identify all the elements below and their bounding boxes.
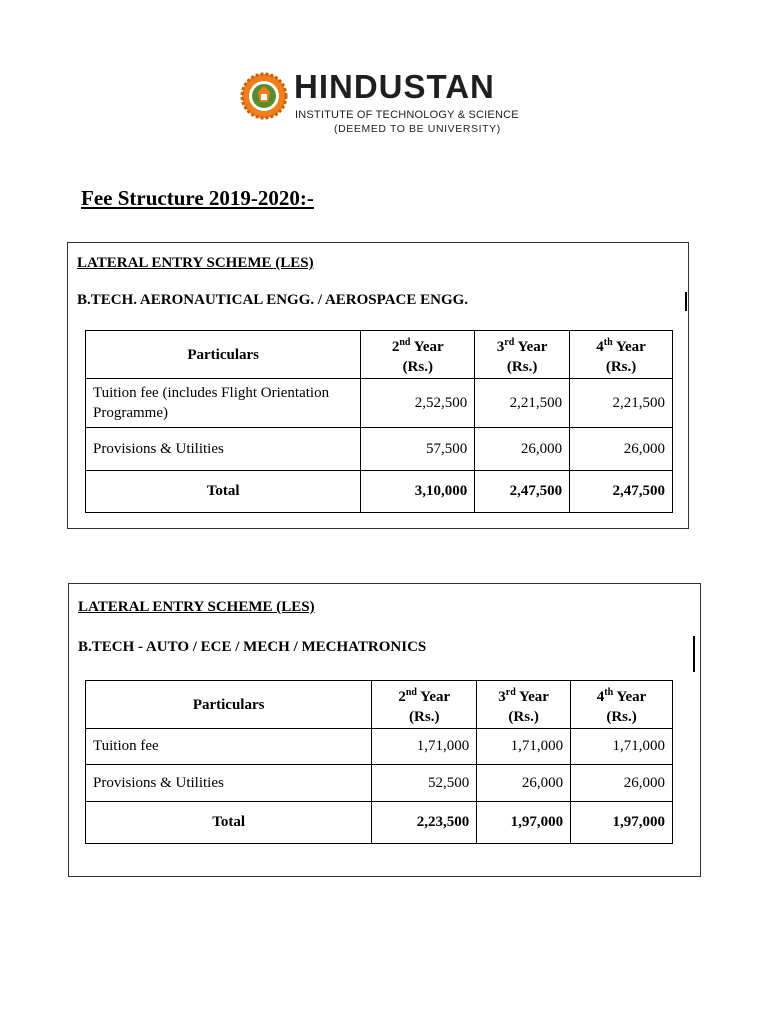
- total-value: 1,97,000: [571, 802, 673, 844]
- logo-subtitle-deemed: (DEEMED TO BE UNIVERSITY): [334, 123, 501, 135]
- scheme-heading: LATERAL ENTRY SCHEME (LES): [78, 599, 315, 615]
- logo-name: HINDUSTAN: [294, 68, 495, 105]
- total-value: 2,47,500: [570, 471, 673, 513]
- fee-section-auto: [68, 583, 701, 877]
- cell-value: 26,000: [570, 428, 673, 471]
- total-row: [86, 802, 673, 844]
- total-value: 1,97,000: [477, 802, 571, 844]
- header-year-2: 2nd Year (Rs.): [372, 681, 477, 729]
- cell-value: 52,500: [372, 765, 477, 802]
- total-label: Total: [86, 471, 361, 513]
- cell-value: 26,000: [475, 428, 570, 471]
- header-particulars: Particulars: [86, 681, 372, 729]
- course-heading: B.TECH - AUTO / ECE / MECH / MECHATRONICS: [78, 639, 427, 655]
- row-label: Provisions & Utilities: [86, 428, 361, 471]
- course-heading: B.TECH. AERONAUTICAL ENGG. / AEROSPACE ENGG.: [77, 292, 469, 308]
- header-year-3: 3rd Year (Rs.): [475, 331, 570, 379]
- cell-value: 1,71,000: [372, 729, 477, 765]
- header-year-4: 4th Year (Rs.): [570, 331, 673, 379]
- row-label: Tuition fee (includes Flight Orientation Programme): [86, 379, 361, 428]
- logo-subtitle: INSTITUTE OF TECHNOLOGY & SCIENCE: [295, 109, 519, 121]
- header-year-2: 2nd Year (Rs.): [361, 331, 475, 379]
- header-row: [86, 331, 673, 379]
- header-year-3: 3rd Year (Rs.): [477, 681, 571, 729]
- header-particulars: Particulars: [86, 331, 361, 379]
- cell-value: 2,52,500: [361, 379, 475, 428]
- total-value: 2,23,500: [372, 802, 477, 844]
- total-label: Total: [86, 802, 372, 844]
- fee-table: [85, 680, 673, 844]
- text-cursor: [685, 292, 687, 311]
- page-title: Fee Structure 2019-2020:-: [81, 186, 314, 210]
- cell-value: 26,000: [571, 765, 673, 802]
- total-value: 3,10,000: [361, 471, 475, 513]
- fee-section-aero: [67, 242, 689, 529]
- row-label: Provisions & Utilities: [86, 765, 372, 802]
- table-row: [86, 729, 673, 765]
- fee-table: [85, 330, 673, 513]
- cell-value: 1,71,000: [477, 729, 571, 765]
- row-label: Tuition fee: [86, 729, 372, 765]
- cell-value: 1,71,000: [571, 729, 673, 765]
- table-row: [86, 428, 673, 471]
- total-value: 2,47,500: [475, 471, 570, 513]
- header-year-4: 4th Year (Rs.): [571, 681, 673, 729]
- total-row: [86, 471, 673, 513]
- scheme-heading: LATERAL ENTRY SCHEME (LES): [77, 255, 314, 271]
- cell-value: 2,21,500: [570, 379, 673, 428]
- institute-logo: [240, 68, 540, 142]
- cell-value: 2,21,500: [475, 379, 570, 428]
- table-row: [86, 379, 673, 428]
- text-cursor: [693, 636, 695, 672]
- table-row: [86, 765, 673, 802]
- header-row: [86, 681, 673, 729]
- cell-value: 26,000: [477, 765, 571, 802]
- cell-value: 57,500: [361, 428, 475, 471]
- emblem-icon: [240, 72, 288, 120]
